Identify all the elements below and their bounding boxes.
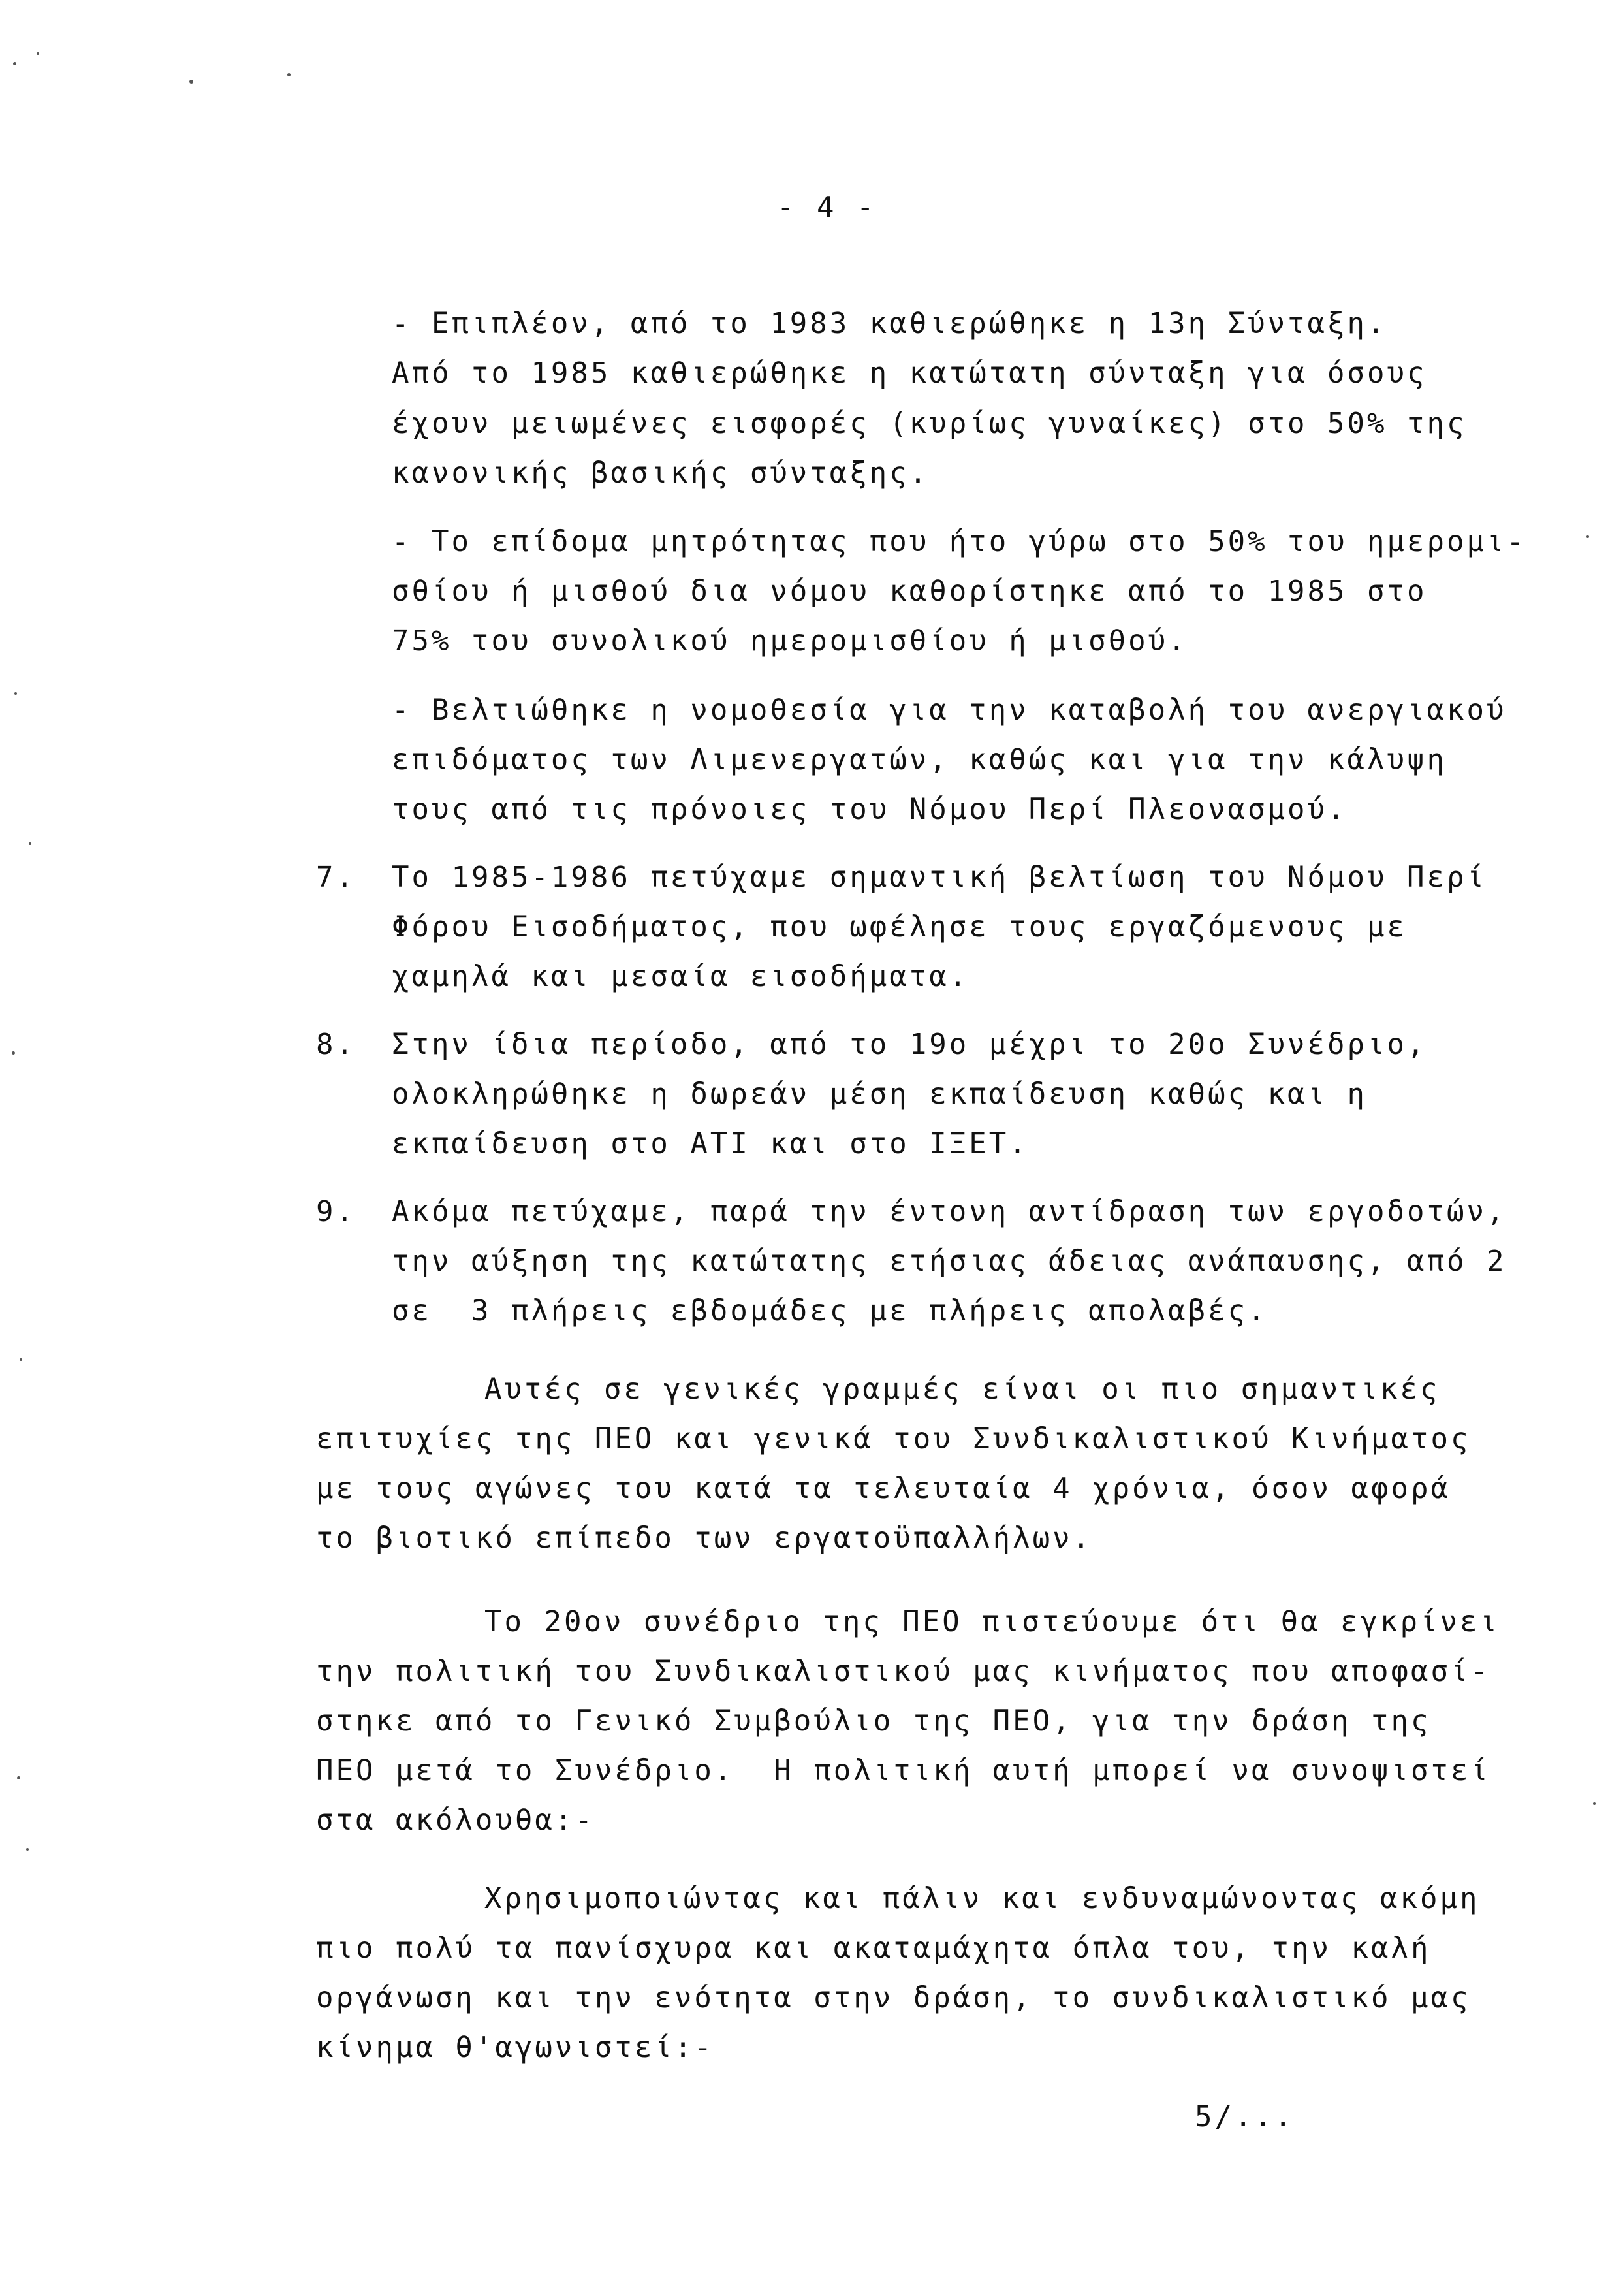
scan-speck	[37, 52, 39, 55]
scan-speck	[29, 842, 31, 845]
scan-speck	[1586, 535, 1589, 538]
scan-speck	[17, 1776, 20, 1779]
item-9-line-2: την αύξηση της κατώτατης ετήσιας άδειας ανάπαυσης, από 2	[392, 1245, 1507, 1278]
bullet-2-line-1: - Το επίδομα μητρότητας που ήτο γύρω στο 50% του ημερομι-	[392, 525, 1526, 558]
bullet-2-line-2: σθίου ή μισθού δια νόμου καθορίστηκε από το 1985 στο	[392, 575, 1427, 608]
bullet-3-line-3: τους από τις πρόνοιες του Νόμου Περί Πλεονασμού.	[392, 793, 1348, 826]
paragraph-3-line-4: κίνημα θ'αγωνιστεί:-	[316, 2031, 714, 2064]
item-8-line-2: ολοκληρώθηκε η δωρεάν μέση εκπαίδευση καθώς και η	[392, 1077, 1368, 1111]
paragraph-3-line-3: οργάνωση και την ενότητα στην δράση, το συνδικαλιστικό μας	[316, 1981, 1471, 2015]
scan-speck	[14, 692, 17, 695]
paragraph-3-line-1: Χρησιμοποιώντας και πάλιν και ενδυναμώνοντας ακόμη	[484, 1882, 1480, 1915]
paragraph-1-line-3: με τους αγώνες του κατά τα τελευταία 4 χρόνια, όσον αφορά	[316, 1472, 1451, 1505]
item-7-line-2: Φόρου Εισοδήματος, που ωφέλησε τους εργαζόμενους με	[392, 910, 1408, 944]
scan-speck	[26, 1848, 29, 1851]
item-8-line-3: εκπαίδευση στο ΑΤΙ και στο ΙΞΕΤ.	[392, 1127, 1029, 1160]
item-9-line-1: Ακόμα πετύχαμε, παρά την έντονη αντίδραση των εργοδοτών,	[392, 1195, 1507, 1228]
bullet-3-line-2: επιδόματος των Λιμενεργατών, καθώς και για την κάλυψη	[392, 743, 1447, 776]
scan-speck	[287, 73, 291, 76]
bullet-1-line-4: κανονικής βασικής σύνταξης.	[392, 456, 930, 490]
scan-speck	[189, 80, 193, 84]
paragraph-3-line-2: πιο πολύ τα πανίσχυρα και ακαταμάχητα όπλα του, την καλή	[316, 1932, 1431, 1965]
paragraph-2-line-1: Το 20ον συνέδριο της ΠΕΟ πιστεύουμε ότι θα εγκρίνει	[484, 1605, 1500, 1638]
bullet-2-line-3: 75% του συνολικού ημερομισθίου ή μισθού.	[392, 624, 1188, 658]
scan-speck	[1593, 1802, 1596, 1805]
paragraph-1-line-1: Αυτές σε γενικές γραμμές είναι οι πιο σημαντικές	[484, 1373, 1440, 1406]
paragraph-2-line-2: την πολιτική του Συνδικαλιστικού μας κινήματος που αποφασί-	[316, 1655, 1490, 1688]
paragraph-2-line-3: στηκε από το Γενικό Συμβούλιο της ΠΕΟ, για την δράση της	[316, 1704, 1431, 1738]
scan-speck	[13, 62, 16, 65]
item-9-number: 9.	[316, 1195, 356, 1228]
bullet-1-line-1: - Επιπλέον, από το 1983 καθιερώθηκε η 13η Σύνταξη.	[392, 307, 1387, 340]
bullet-1-line-2: Από το 1985 καθιερώθηκε η κατώτατη σύνταξη για όσους	[392, 357, 1427, 390]
continuation-marker: 5/...	[1195, 2100, 1295, 2133]
bullet-3-line-1: - Βελτιώθηκε η νομοθεσία για την καταβολή του ανεργιακού	[392, 694, 1507, 727]
item-8-line-1: Στην ίδια περίοδο, από το 19ο μέχρι το 20ο Συνέδριο,	[392, 1028, 1427, 1061]
item-7-line-3: χαμηλά και μεσαία εισοδήματα.	[392, 960, 970, 993]
item-9-line-3: σε 3 πλήρεις εβδομάδες με πλήρεις απολαβές.	[392, 1294, 1268, 1328]
item-7-number: 7.	[316, 861, 356, 894]
paragraph-1-line-2: επιτυχίες της ΠΕΟ και γενικά του Συνδικαλιστικού Κινήματος	[316, 1422, 1471, 1456]
paragraph-2-line-4: ΠΕΟ μετά το Συνέδριο. Η πολιτική αυτή μπορεί να συνοψιστεί	[316, 1754, 1490, 1787]
paragraph-2-line-5: στα ακόλουθα:-	[316, 1804, 595, 1837]
paragraph-1-line-4: το βιοτικό επίπεδο των εργατοϋπαλλήλων.	[316, 1522, 1093, 1555]
bullet-1-line-3: έχουν μειωμένες εισφορές (κυρίως γυναίκες) στο 50% της	[392, 407, 1467, 440]
scan-speck	[20, 1358, 22, 1361]
page-number: - 4 -	[777, 191, 877, 224]
item-7-line-1: Το 1985-1986 πετύχαμε σημαντική βελτίωση του Νόμου Περί	[392, 861, 1487, 894]
scan-speck	[12, 1051, 15, 1055]
item-8-number: 8.	[316, 1028, 356, 1061]
